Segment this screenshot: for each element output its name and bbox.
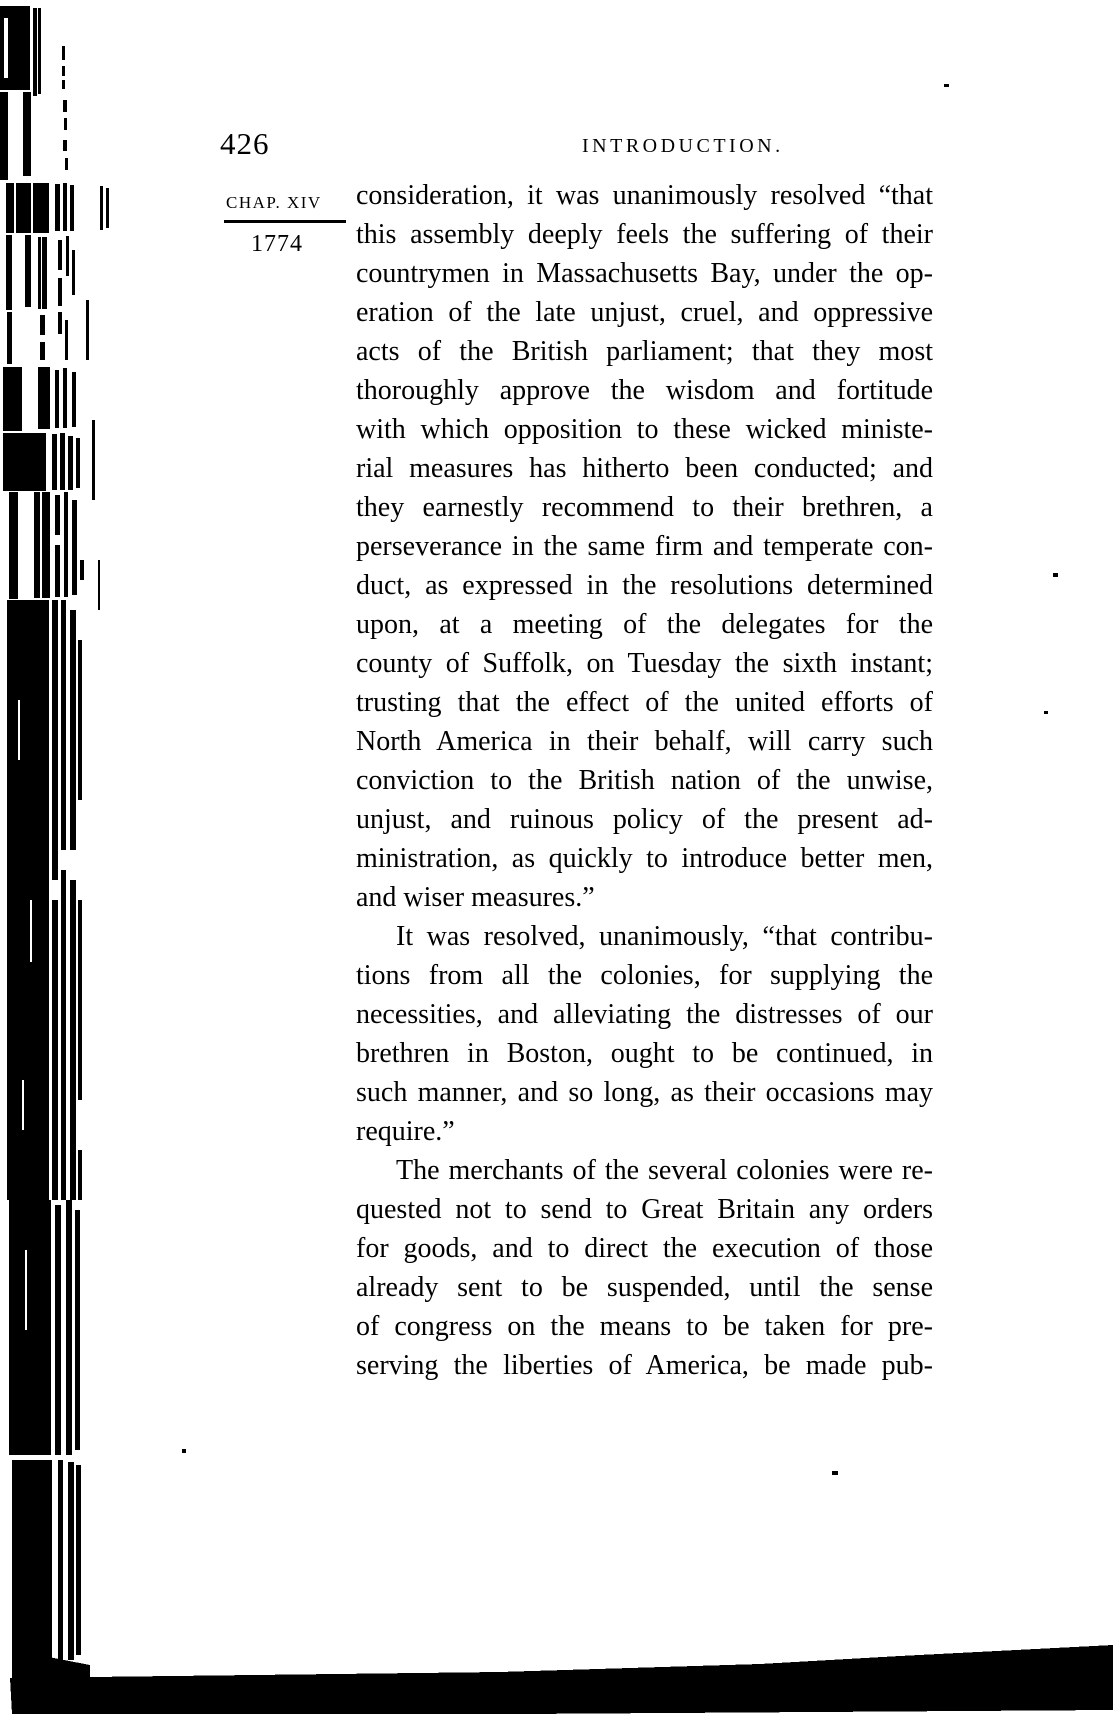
text-line: The merchants of the several colonies were re- xyxy=(396,1155,933,1186)
text-line: rial measures has hitherto been conducted; and xyxy=(356,453,933,484)
margin-chapter-label: CHAP. XIV xyxy=(226,193,322,212)
text-line: require.” xyxy=(356,1116,455,1147)
body-text xyxy=(356,176,933,1385)
text-line: duct, as expressed in the resolutions determined xyxy=(356,570,933,601)
text-line: with which opposition to these wicked ministe- xyxy=(356,414,933,445)
paragraph xyxy=(356,917,933,1151)
text-line: thoroughly approve the wisdom and fortitude xyxy=(356,375,933,406)
gutter-artifact-band xyxy=(0,6,109,1682)
text-line: unjust, and ruinous policy of the present ad- xyxy=(356,804,933,835)
text-line: and wiser measures.” xyxy=(356,882,595,913)
text-line: It was resolved, unanimously, “that contribu- xyxy=(396,921,933,952)
text-line: such manner, and so long, as their occasions may xyxy=(356,1077,933,1108)
text-line: eration of the late unjust, cruel, and oppressive xyxy=(356,297,933,328)
text-line: conviction to the British nation of the unwise, xyxy=(356,765,933,796)
text-line: acts of the British parliament; that they most xyxy=(356,336,933,367)
text-line: North America in their behalf, will carry such xyxy=(356,726,933,757)
text-line: for goods, and to direct the execution of those xyxy=(356,1233,933,1264)
text-line: quested not to send to Great Britain any orders xyxy=(356,1194,933,1225)
text-line: they earnestly recommend to their brethren, a xyxy=(356,492,933,523)
margin-rule xyxy=(224,220,346,223)
text-line: brethren in Boston, ought to be continued, in xyxy=(356,1038,933,1069)
text-line: necessities, and alleviating the distresses of our xyxy=(356,999,933,1030)
text-line: trusting that the effect of the united efforts of xyxy=(356,687,933,718)
text-line: this assembly deeply feels the suffering of their xyxy=(356,219,933,250)
text-line: perseverance in the same firm and temperate con- xyxy=(356,531,933,562)
text-line: countrymen in Massachusetts Bay, under the op- xyxy=(356,258,933,289)
text-line: ministration, as quickly to introduce better men, xyxy=(356,843,933,874)
text-line: serving the liberties of America, be made pub- xyxy=(356,1350,933,1381)
page-number: 426 xyxy=(220,126,270,161)
text-line: county of Suffolk, on Tuesday the sixth instant; xyxy=(356,648,933,679)
text-line: upon, at a meeting of the delegates for the xyxy=(356,609,933,640)
text-line: consideration, it was unanimously resolved “that xyxy=(356,180,933,211)
text-line: tions from all the colonies, for supplying the xyxy=(356,960,933,991)
text-line: of congress on the means to be taken for pre- xyxy=(356,1311,933,1342)
gutter-artifact-gaps xyxy=(4,18,42,1330)
paragraph xyxy=(356,1151,933,1385)
running-head: INTRODUCTION. xyxy=(582,135,784,157)
bottom-scan-bar xyxy=(10,1645,1113,1714)
paragraph xyxy=(356,176,933,917)
margin-year-label: 1774 xyxy=(251,231,303,257)
text-line: already sent to be suspended, until the sense xyxy=(356,1272,933,1303)
